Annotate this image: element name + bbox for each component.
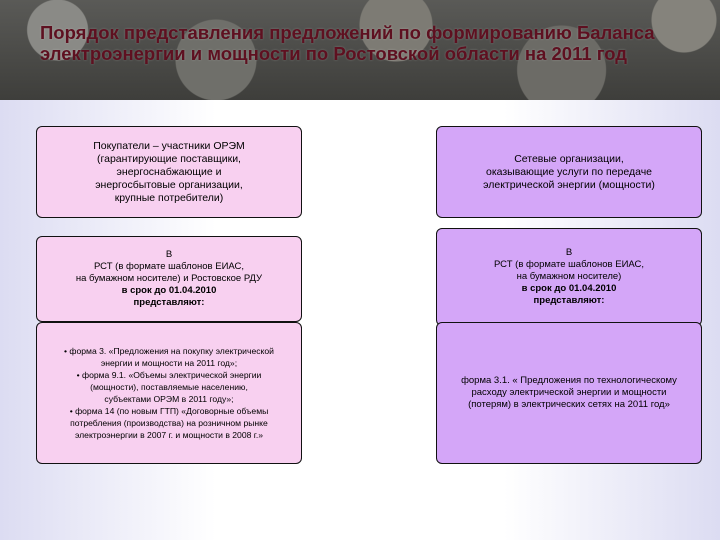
left-who-box xyxy=(36,126,302,218)
right-how-content xyxy=(494,247,644,307)
right-who-text: Сетевые организации, оказывающие услуги по передаче электрической энергии (мощности) xyxy=(483,152,655,191)
left-forms-box xyxy=(36,322,302,464)
left-who-text: Покупатели – участники ОРЭМ (гарантирующие поставщики, энергоснабжающие и энергосбытовые организации, крупные потребители) xyxy=(93,139,245,204)
left-how-text: В РСТ (в формате шаблонов ЕИАС, на бумажном носителе) и Ростовское РДУ xyxy=(75,249,263,284)
left-deadline-text: в срок до 01.04.2010 представляют: xyxy=(121,285,217,308)
page-title: Порядок представления предложений по формированию Баланса электроэнергии и мощности по Ростовской области на 2011 год xyxy=(40,22,655,64)
right-who-box xyxy=(436,126,702,218)
right-forms-box xyxy=(436,322,702,464)
left-forms-text: • форма 3. «Предложения на покупку электрической энергии и мощности на 2011 год»; • форма 9.1. «Объемы электрической энергии (мощности), поставляемые населению, субъектами ОРЭМ в 2011 году»; • форма 14 (по новым ГТП) «Договорные объемы потребления (производства) на розничном рынке электроэнергии в 2007 г. и мощности в 2008 г.» xyxy=(64,346,274,440)
header-banner xyxy=(0,0,720,100)
right-how-box xyxy=(436,228,702,326)
left-how-content xyxy=(76,249,262,309)
right-how-text: В РСТ (в формате шаблонов ЕИАС, на бумажном носителе) xyxy=(493,247,645,282)
right-deadline-text: в срок до 01.04.2010 представляют: xyxy=(521,283,617,306)
left-how-box xyxy=(36,236,302,322)
right-forms-text: форма 3.1. « Предложения по технологическому расходу электрической энергии и мощности (потерям) в электрических сетях на 2011 год» xyxy=(461,375,677,410)
